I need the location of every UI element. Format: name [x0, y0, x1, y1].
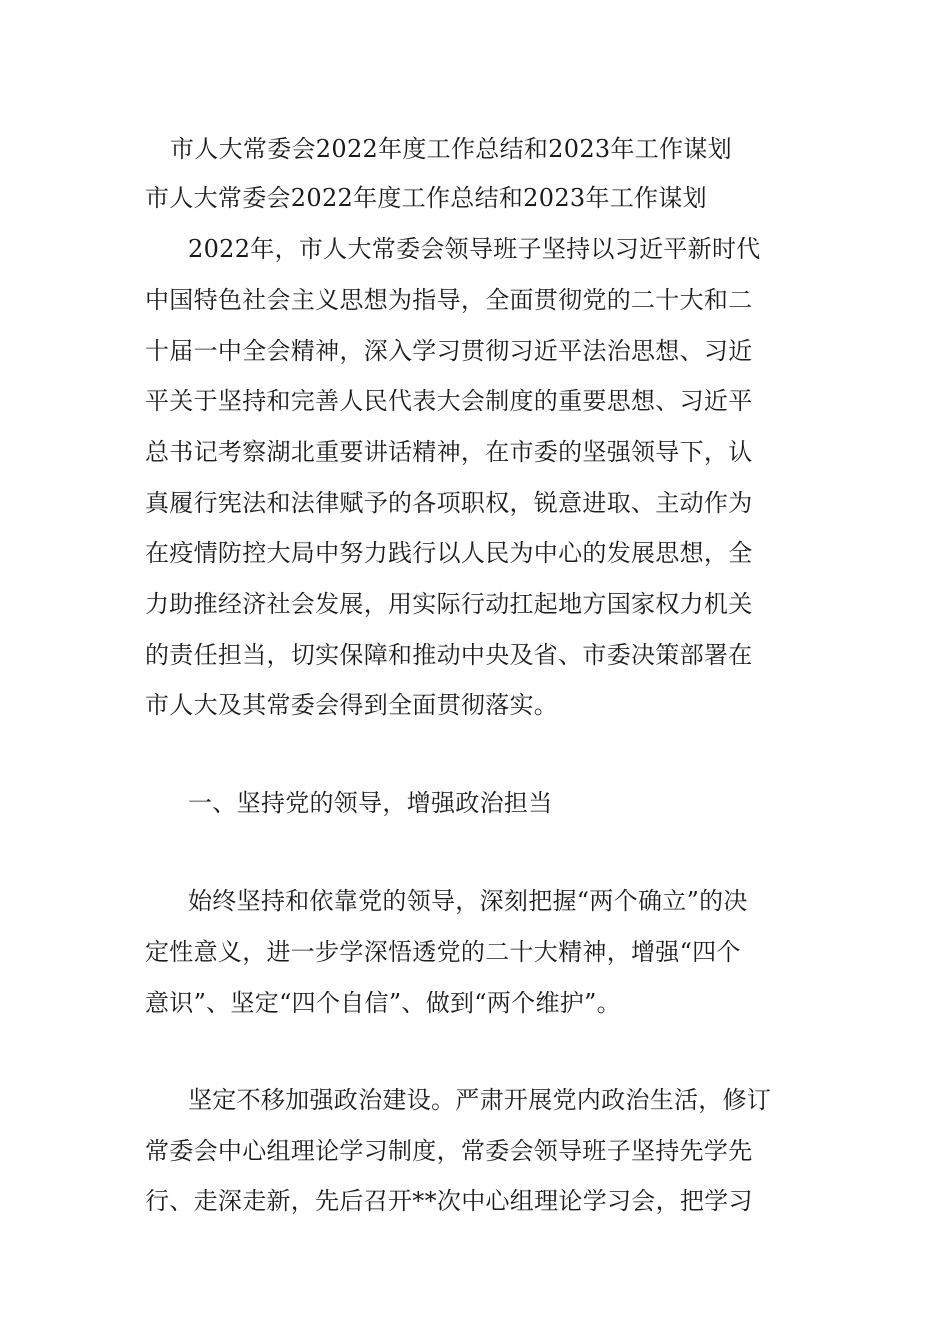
paragraph-line: 行、走深走新，先后召开**次中心组理论学习会，把学习: [145, 1187, 753, 1215]
paragraph-line: 在疫情防控大局中努力践行以人民为中心的发展思想，全: [145, 539, 753, 567]
paragraph-line: 定性意义，进一步学深悟透党的二十大精神，增强“四个: [145, 938, 741, 966]
paragraph-line: 坚定不移加强政治建设。严肃开展党内政治生活，修订: [188, 1086, 772, 1114]
paragraph-line: 始终坚持和依靠党的领导，深刻把握“两个确立”的决: [188, 887, 748, 915]
paragraph-line: 十届一中全会精神，深入学习贯彻习近平法治思想、习近: [145, 337, 753, 365]
paragraph-line: 市人大及其常委会得到全面贯彻落实。: [145, 691, 559, 719]
paragraph-line: 2022年，市人大常委会领导班子坚持以习近平新时代: [188, 235, 761, 263]
document-title: 市人大常委会2022年度工作总结和2023年工作谋划: [170, 135, 732, 163]
paragraph-line: 力助推经济社会发展，用实际行动扛起地方国家权力机关: [145, 590, 753, 618]
paragraph-line: 平关于坚持和完善人民代表大会制度的重要思想、习近平: [145, 387, 753, 415]
section-heading: 一、坚持党的领导，增强政治担当: [188, 789, 553, 817]
paragraph-line: 总书记考察湖北重要讲话精神，在市委的坚强领导下，认: [145, 438, 753, 466]
document-title-repeat: 市人大常委会2022年度工作总结和2023年工作谋划: [145, 184, 707, 212]
paragraph-line: 常委会中心组理论学习制度，常委会领导班子坚持先学先: [145, 1137, 753, 1165]
paragraph-line: 意识”、坚定“四个自信”、做到“两个维护”。: [145, 989, 621, 1017]
paragraph-line: 的责任担当，切实保障和推动中央及省、市委决策部署在: [145, 641, 753, 669]
paragraph-line: 真履行宪法和法律赋予的各项职权，锐意进取、主动作为: [145, 489, 753, 517]
paragraph-line: 中国特色社会主义思想为指导，全面贯彻党的二十大和二: [145, 286, 753, 314]
